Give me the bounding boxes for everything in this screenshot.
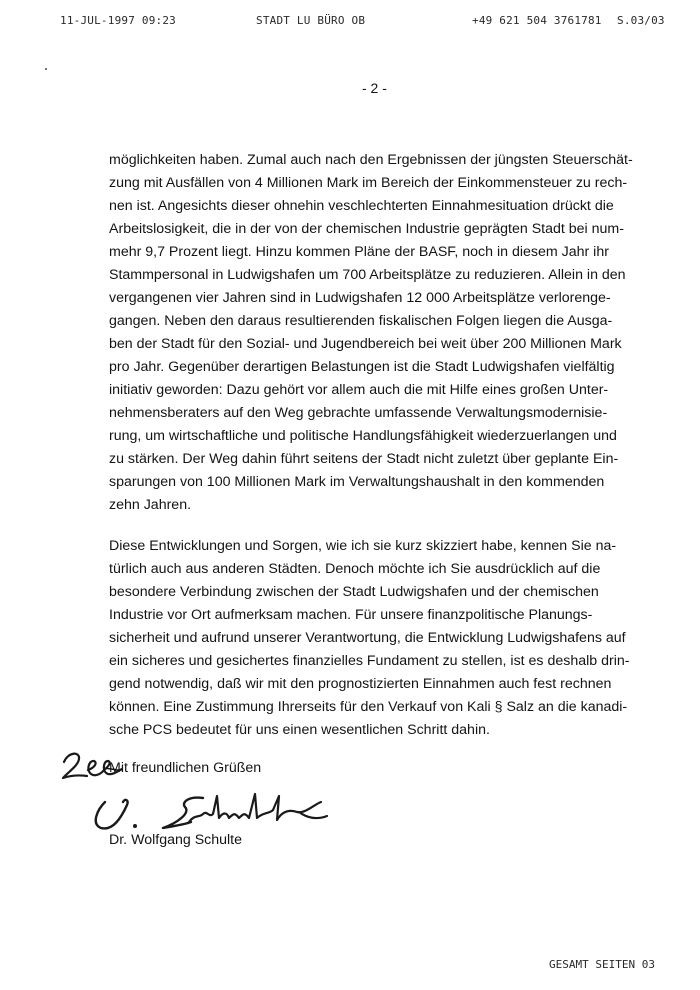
letter-paragraph-1 (109, 149, 649, 517)
text-line: pro Jahr. Gegenüber derartigen Belastungen ist die Stadt Ludwigshafen vielfältig (109, 359, 615, 375)
scan-speck (45, 68, 47, 70)
closing-salutation: Mit freundlichen Grüßen (109, 760, 262, 776)
text-line: zung mit Ausfällen von 4 Millionen Mark im Bereich der Einkommensteuer zu rech- (109, 175, 628, 191)
signer-name: Dr. Wolfgang Schulte (109, 832, 243, 848)
text-line: vergangenen vier Jahren sind in Ludwigshafen 12 000 Arbeitsplätze verlorenge- (109, 290, 611, 306)
text-line: möglichkeiten haben. Zumal auch nach den Ergebnissen der jüngsten Steuerschät- (109, 152, 633, 168)
fax-number: +49 621 504 3761781 (472, 14, 602, 27)
text-line: zehn Jahren. (109, 497, 192, 513)
text-line: gend notwendig, daß wir mit den prognostizierten Einnahmen auch fest rechnen (109, 676, 612, 692)
text-line: Stammpersonal in Ludwigshafen um 700 Arbeitsplätze zu reduzieren. Allein in den (109, 267, 626, 283)
text-line: rung, um wirtschaftliche und politische Handlungsfähigkeit wiederzuerlangen und (109, 428, 617, 444)
text-line: Diese Entwicklungen und Sorgen, wie ich sie kurz skizziert habe, kennen Sie na- (109, 538, 617, 554)
text-line: zu stärken. Der Weg dahin führt seitens der Stadt nicht zuletzt über geplante Ein- (109, 451, 619, 467)
text-line: türlich auch aus anderen Städten. Denoch möchte ich Sie ausdrücklich auf die (109, 561, 601, 577)
fax-sender: STADT LU BÜRO OB (256, 14, 366, 27)
letter-paragraph-2 (109, 535, 649, 742)
text-line: Industrie vor Ort aufmerksam machen. Für unsere finanzpolitische Planungs- (109, 607, 593, 623)
text-line: sche PCS bedeutet für uns einen wesentlichen Schritt dahin. (109, 722, 490, 738)
text-line: initiativ geworden: Dazu gehört vor allem auch die mit Hilfe eines großen Unter- (109, 382, 609, 398)
signature (85, 788, 355, 838)
page-number: - 2 - (362, 80, 387, 96)
text-line: ein sicheres und gesichertes finanzielles Fundament zu stellen, ist es deshalb drin- (109, 653, 630, 669)
text-line: nen ist. Angesichts dieser ohnehin veschlechterten Einnahmesituation drückt die (109, 198, 614, 214)
fax-date-time: 11-JUL-1997 09:23 (60, 14, 176, 27)
text-line: können. Eine Zustimmung Ihrerseits für den Verkauf von Kali § Salz an die kanadi- (109, 699, 628, 715)
text-line: besondere Verbindung zwischen der Stadt Ludwigshafen und der chemischen (109, 584, 599, 600)
fax-total-pages: GESAMT SEITEN 03 (549, 958, 655, 971)
text-line: ben der Stadt für den Sozial- und Jugendbereich bei weit über 200 Millionen Mark (109, 336, 622, 352)
text-line: sicherheit und aufrund unserer Verantwortung, die Entwicklung Ludwigshafens auf (109, 630, 626, 646)
text-line: gangen. Neben den daraus resultierenden fiskalischen Folgen liegen die Ausga- (109, 313, 613, 329)
text-line: mehr 9,7 Prozent liegt. Hinzu kommen Pläne der BASF, noch in diesem Jahr ihr (109, 244, 609, 260)
text-line: Arbeitslosigkeit, die in der von der chemischen Industrie geprägten Stadt bei num- (109, 221, 624, 237)
text-line: sparungen von 100 Millionen Mark im Verwaltungshaushalt in den kommenden (109, 474, 605, 490)
text-line: nehmensberaters auf den Weg gebrachte umfassende Verwaltungsmodernisie- (109, 405, 608, 421)
fax-page-count: S.03/03 (617, 14, 665, 27)
